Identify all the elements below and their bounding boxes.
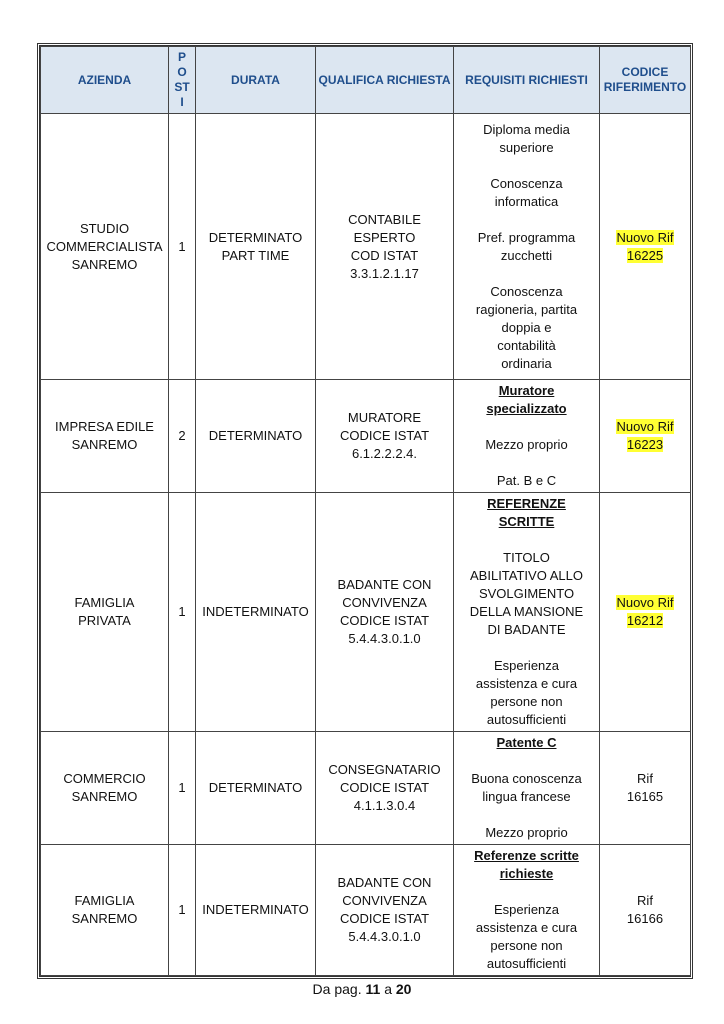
azienda-line: FAMIGLIA (74, 595, 135, 610)
header-azienda: AZIENDA (41, 47, 169, 114)
qualifica-line: CODICE ISTAT (339, 613, 430, 628)
cell-durata (196, 493, 316, 732)
requisito-line: ragioneria, partita (475, 301, 578, 317)
azienda-line: SANREMO (71, 789, 138, 804)
codice-line (604, 612, 686, 630)
requisito-line: Referenze scritte (474, 848, 579, 863)
requisito-line: informatica (494, 193, 559, 209)
cell-qualifica (316, 845, 454, 976)
qualifica-line: BADANTE CON (337, 577, 432, 592)
cell-requisiti (454, 114, 600, 380)
footer-page-from: 11 (365, 981, 381, 997)
requisito-block (458, 657, 595, 729)
cell-codice (600, 380, 691, 493)
requisito-block (458, 472, 595, 490)
qualifica-line: CONVIVENZA (342, 893, 427, 908)
cell-codice (600, 114, 691, 380)
header-codice-line: CODICE (621, 65, 669, 79)
header-qualifica: QUALIFICA RICHIESTA (316, 47, 454, 114)
cell-durata (196, 732, 316, 845)
qualifica-line: 5.4.4.3.0.1.0 (348, 929, 421, 944)
codice-text: Rif (637, 771, 653, 786)
cell-azienda (41, 114, 169, 380)
qualifica-line: CONVIVENZA (342, 595, 427, 610)
header-codice-line: RIFERIMENTO (603, 80, 687, 94)
azienda-line: STUDIO (79, 220, 130, 236)
header-posti-line: O (177, 65, 187, 79)
durata-line: DETERMINATO (208, 780, 303, 795)
requisito-block (458, 495, 595, 531)
requisito-line: zucchetti (500, 247, 553, 263)
qualifica-line: 5.4.4.3.0.1.0 (348, 631, 421, 646)
cell-requisiti (454, 732, 600, 845)
cell-durata (196, 114, 316, 380)
cell-azienda (41, 845, 169, 976)
requisito-block (458, 121, 595, 157)
requisito-block (458, 229, 595, 265)
cell-requisiti (454, 493, 600, 732)
codice-line (604, 892, 686, 910)
cell-requisiti (454, 380, 600, 493)
table-row (41, 732, 691, 845)
requisito-block (458, 436, 595, 454)
header-requisiti: REQUISITI RICHIESTI (454, 47, 600, 114)
requisito-line: contabilità (497, 337, 556, 353)
codice-line (604, 910, 686, 928)
requisito-line: Esperienza (493, 902, 560, 917)
cell-requisiti (454, 845, 600, 976)
requisito-block (458, 283, 595, 373)
requisito-line: Diploma media (483, 121, 570, 137)
cell-qualifica (316, 493, 454, 732)
codice-line (604, 594, 686, 612)
requisito-line: doppia e (501, 319, 552, 335)
cell-posti (169, 380, 196, 493)
durata-line: INDETERMINATO (202, 604, 309, 619)
azienda-line: SANREMO (71, 256, 138, 272)
requisito-block (458, 770, 595, 806)
cell-durata (196, 845, 316, 976)
codice-line (604, 788, 686, 806)
codice-highlighted-text: 16212 (626, 613, 664, 628)
cell-qualifica (316, 732, 454, 845)
codice-highlighted-text: Nuovo Rif (616, 595, 674, 610)
cell-posti (169, 845, 196, 976)
requisito-line: Mezzo proprio (485, 825, 568, 840)
qualifica-line: 4.1.1.3.0.4 (353, 798, 416, 813)
qualifica-line: CODICE ISTAT (339, 780, 430, 795)
header-posti (169, 47, 196, 114)
qualifica-line: CONTABILE ESPERTO (348, 211, 421, 245)
requisito-line: persone non (490, 694, 563, 709)
footer-prefix: Da pag. (312, 981, 362, 997)
cell-posti (169, 493, 196, 732)
requisito-block (458, 175, 595, 211)
requisito-line: DI BADANTE (487, 622, 566, 637)
requisito-line: Pat. B e C (496, 473, 557, 488)
qualifica-line: 6.1.2.2.2.4. (351, 446, 418, 461)
requisito-line: Mezzo proprio (485, 437, 568, 452)
requisito-line: assistenza e cura (475, 920, 578, 935)
page-footer (0, 981, 724, 997)
footer-middle: a (384, 981, 392, 997)
header-posti-line: ST (174, 80, 190, 94)
qualifica-line: COD ISTAT (350, 247, 419, 263)
requisito-block (458, 824, 595, 842)
header-codice (600, 47, 691, 114)
requisito-line: Conoscenza (490, 283, 563, 299)
requisito-block (458, 382, 595, 418)
codice-line (604, 247, 686, 265)
requisito-line: TITOLO (503, 550, 550, 565)
azienda-line: SANREMO (71, 911, 138, 926)
requisito-line: richieste (499, 866, 554, 881)
header-durata: DURATA (196, 47, 316, 114)
requisito-block (458, 901, 595, 973)
requisito-line: Esperienza (493, 658, 560, 673)
requisito-line: Patente C (496, 735, 557, 750)
table-row (41, 493, 691, 732)
codice-line (604, 229, 686, 247)
codice-text: 16165 (626, 789, 664, 804)
requisito-line: autosufficienti (486, 712, 567, 727)
codice-highlighted-text: 16223 (626, 437, 664, 452)
codice-highlighted-text: 16225 (626, 247, 664, 263)
requisito-line: lingua francese (482, 789, 571, 804)
requisito-line: persone non (490, 938, 563, 953)
codice-line (604, 418, 686, 436)
codice-text: Rif (637, 893, 653, 908)
footer-page-to: 20 (395, 981, 412, 997)
qualifica-line: CODICE ISTAT (339, 911, 430, 926)
requisito-block (458, 549, 595, 639)
durata-line: DETERMINATO (208, 428, 303, 443)
header-posti-line: I (180, 95, 184, 109)
codice-text: 16166 (626, 911, 664, 926)
requisito-line: specializzato (486, 401, 567, 416)
header-posti-line: P (177, 50, 186, 64)
job-rows (41, 114, 691, 976)
azienda-line: PRIVATA (78, 613, 131, 628)
azienda-line: IMPRESA EDILE (55, 419, 154, 434)
qualifica-line: CODICE ISTAT (339, 428, 430, 443)
table-row (41, 845, 691, 976)
qualifica-line: 3.3.1.2.1.17 (350, 265, 419, 281)
requisito-line: DELLA MANSIONE (469, 604, 584, 619)
cell-azienda (41, 380, 169, 493)
codice-highlighted-text: Nuovo Rif (616, 229, 674, 245)
job-listing-table (40, 46, 691, 976)
azienda-line: COMMERCIALISTA (46, 238, 163, 254)
codice-highlighted-text: Nuovo Rif (616, 419, 674, 434)
posti-value: 1 (178, 604, 186, 619)
requisito-line: REFERENZE (487, 496, 566, 511)
requisito-line: Buona conoscenza (471, 771, 582, 786)
header-row (41, 47, 691, 114)
requisito-line: superiore (499, 139, 554, 155)
durata-line: INDETERMINATO (202, 902, 309, 917)
requisito-line: SCRITTE (498, 514, 555, 529)
requisito-line: ABILITATIVO ALLO (470, 568, 583, 583)
azienda-line: FAMIGLIA (74, 893, 135, 908)
codice-line (604, 770, 686, 788)
requisito-line: ordinaria (501, 355, 552, 371)
cell-codice (600, 732, 691, 845)
cell-durata (196, 380, 316, 493)
posti-value: 1 (178, 902, 186, 917)
posti-value: 1 (178, 780, 186, 795)
requisito-block (458, 847, 595, 883)
requisito-line: autosufficienti (486, 956, 567, 971)
cell-posti (169, 114, 196, 380)
azienda-line: SANREMO (71, 437, 138, 452)
cell-qualifica (316, 380, 454, 493)
durata-line: DETERMINATO (208, 229, 303, 245)
posti-value: 1 (178, 238, 186, 254)
cell-codice (600, 493, 691, 732)
posti-value: 2 (178, 428, 186, 443)
requisito-block (458, 734, 595, 752)
requisito-line: Pref. programma (477, 229, 576, 245)
job-listing-table-frame (37, 43, 693, 979)
durata-line: PART TIME (221, 247, 290, 263)
cell-codice (600, 845, 691, 976)
cell-posti (169, 732, 196, 845)
requisito-line: Conoscenza (490, 175, 563, 191)
requisito-line: Muratore (498, 383, 555, 398)
azienda-line: COMMERCIO (63, 771, 146, 786)
requisito-line: assistenza e cura (475, 676, 578, 691)
table-row (41, 114, 691, 380)
cell-azienda (41, 493, 169, 732)
table-row (41, 380, 691, 493)
qualifica-line: MURATORE (347, 410, 422, 425)
cell-azienda (41, 732, 169, 845)
cell-qualifica (316, 114, 454, 380)
codice-line (604, 436, 686, 454)
qualifica-line: CONSEGNATARIO (328, 762, 441, 777)
requisito-line: SVOLGIMENTO (478, 586, 575, 601)
qualifica-line: BADANTE CON (337, 875, 432, 890)
